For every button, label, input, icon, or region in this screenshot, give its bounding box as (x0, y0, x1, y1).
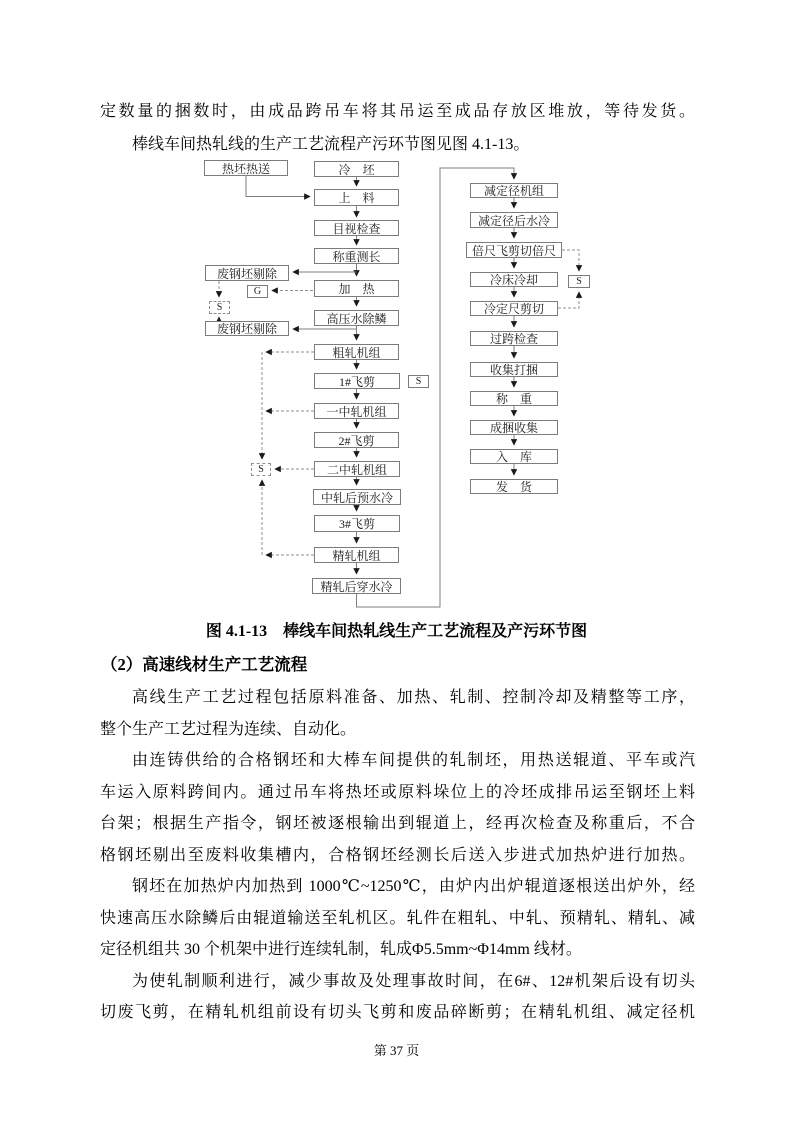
flow-box-multi-length-shear: 倍尺飞剪切倍尺 (466, 242, 562, 258)
flow-box-pre-water-cooling: 中轧后预水冷 (313, 489, 401, 505)
flow-box-heating: 加 热 (314, 280, 399, 297)
flow-box-intermediate-mill-1: 一中轧机组 (314, 403, 399, 419)
page-number: 第 37 页 (373, 1043, 420, 1058)
body-line: 切废飞剪，在精轧机组前设有切头飞剪和废品碎断剪；在精轧机组、减定径机 (100, 1004, 695, 1021)
flow-box-finishing-mill: 精轧机组 (314, 547, 399, 563)
body-line: 定径机组共 30 个机架中进行连续轧制，轧成Φ5.5mm~Φ14mm 线材。 (100, 941, 582, 958)
flow-box-loading: 上 料 (314, 189, 399, 206)
flow-box-post-sizing-water-cooling: 减定径后水冷 (470, 212, 558, 228)
flow-box-bundle-collect: 成捆收集 (470, 420, 558, 435)
flow-box-collect-bundle: 收集打捆 (470, 362, 558, 377)
flow-box-intermediate-mill-2: 二中轧机组 (314, 461, 400, 477)
flow-box-hot-billet: 热坯热送 (204, 160, 288, 176)
flow-box-visual-inspection: 目视检查 (314, 220, 399, 236)
body-line: 车运入原料跨间内。通过吊车将热坯或原料垛位上的冷坯成排吊运至钢坯上料 (100, 783, 695, 801)
flow-mark-solid-waste-2: S (408, 375, 429, 388)
intro-line: 定数量的捆数时，由成品跨吊车将其吊运至成品存放区堆放，等待发货。 (100, 103, 695, 120)
flow-box-weigh-measure: 称重测长 (314, 248, 399, 264)
flow-mark-solid-waste-4: S (568, 275, 590, 288)
flow-box-flying-shear-2: 2#飞剪 (314, 432, 399, 448)
flow-box-flying-shear-1: 1#飞剪 (314, 373, 400, 389)
flow-mark-solid-waste-1: S (209, 301, 230, 314)
flow-box-post-finishing-water-cooling: 精轧后穿水冷 (312, 578, 401, 594)
body-line: 整个生产工艺过程为连续、自动化。 (100, 720, 357, 738)
flow-box-cold-shear: 冷定尺剪切 (470, 301, 558, 316)
body-line: 高线生产工艺过程包括原料准备、加热、轧制、控制冷却及精整等工序， (132, 689, 695, 706)
figure-caption: 图 4.1-13 棒线车间热轧线生产工艺流程及产污环节图 (205, 623, 588, 640)
flow-mark-gas: G (247, 285, 268, 298)
flow-box-weighing: 称 重 (470, 391, 558, 406)
body-line: 由连铸供给的合格钢坯和大棒车间提供的轧制坯，用热送辊道、平车或汽 (132, 752, 695, 769)
flow-box-sizing-mill: 减定径机组 (470, 183, 558, 198)
flow-box-warehousing: 入 库 (470, 449, 558, 464)
flow-box-cross-inspection: 过跨检查 (470, 331, 558, 346)
body-line: 格钢坯剔出至废料收集槽内，合格钢坯经测长后送入步进式加热炉进行加热。 (100, 846, 695, 864)
body-line: 为使轧制顺利进行，减少事故及处理事故时间，在6#、12#机架后设有切头 (132, 972, 695, 990)
flow-box-cooling-bed: 冷床冷却 (470, 272, 558, 287)
flow-box-scrap-reject-2: 废钢坯剔除 (205, 321, 289, 336)
flow-box-scrap-reject-1: 废钢坯剔除 (205, 265, 289, 281)
intro-line: 棒线车间热轧线的生产工艺流程产污环节图见图 4.1-13。 (132, 136, 530, 153)
flow-box-cold-billet: 冷 坯 (314, 161, 399, 177)
flow-box-flying-shear-3: 3#飞剪 (314, 515, 400, 532)
flow-mark-solid-waste-3: S (251, 463, 271, 476)
body-line: 快速高压水除鳞后由辊道输送至轧机区。轧件在粗轧、中轧、预精轧、精轧、减 (100, 909, 695, 927)
body-line: 钢坯在加热炉内加热到 1000℃~1250℃，由炉内出炉辊道逐根送出炉外，经 (132, 878, 695, 895)
body-line: 台架；根据生产指令，钢坯被逐根输出到辊道上，经再次检查及称重后，不合 (100, 815, 695, 832)
flow-box-descaling: 高压水除鳞 (314, 310, 399, 326)
flow-box-rough-mill: 粗轧机组 (314, 344, 399, 360)
flow-box-shipping: 发 货 (470, 479, 558, 494)
section-heading: （2）高速线材生产工艺流程 (101, 655, 308, 674)
